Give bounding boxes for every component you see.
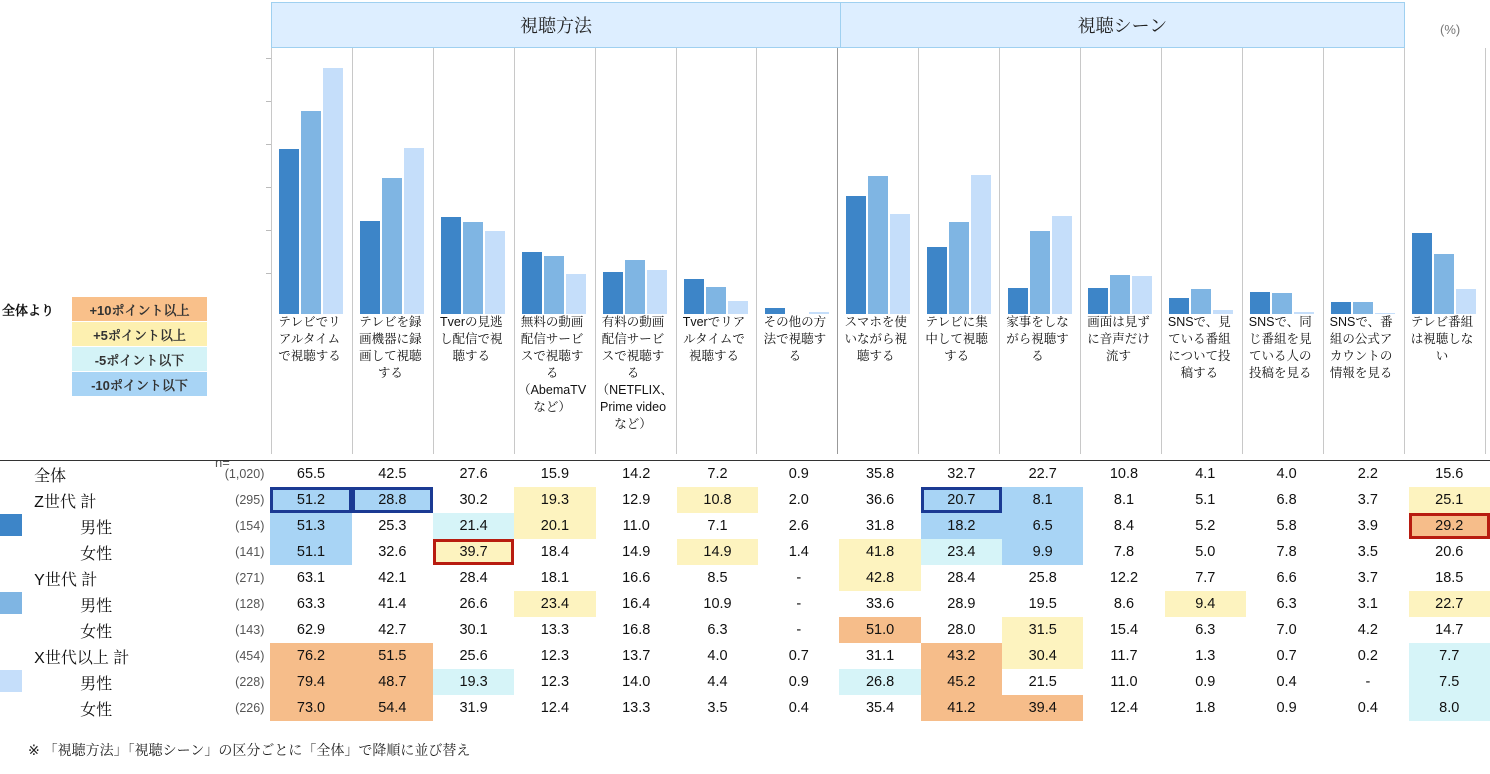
table-row [0, 513, 1490, 539]
table-cell: 0.4 [1276, 674, 1297, 690]
table-row [0, 617, 1490, 643]
bar [890, 214, 910, 314]
x-axis-label: 無料の動画配信サービスで視聴する（AbemaTVなど） [518, 315, 587, 414]
bar-group [514, 48, 595, 314]
series-swatch-cell [0, 591, 34, 617]
table-cell: 7.8 [1276, 544, 1297, 560]
table-cell: 9.9 [1002, 539, 1083, 565]
table-cell: 14.0 [622, 674, 651, 690]
percent-unit-note: (%) [1440, 22, 1461, 37]
x-axis-label: SNSで、見ている番組について投稿する [1167, 315, 1231, 380]
table-cell: 51.5 [352, 643, 433, 669]
series-swatch-cell [0, 695, 34, 721]
bar [927, 247, 947, 314]
column-divider [1404, 48, 1405, 454]
group-divider [837, 48, 838, 454]
table-cell: 22.7 [1028, 466, 1057, 482]
bar [1132, 276, 1152, 314]
table-cell: 7.1 [707, 518, 728, 534]
table-cell: 41.4 [378, 596, 407, 612]
table-cell: 14.9 [622, 544, 651, 560]
bar [625, 260, 645, 314]
x-axis-label: Tverでリアルタイムで視聴する [682, 315, 746, 363]
table-cell: 27.6 [459, 466, 488, 482]
table-cell: 6.3 [707, 622, 728, 638]
table-cell: - [1365, 674, 1371, 690]
table-cell: 3.7 [1357, 570, 1378, 586]
table-cell: 48.7 [352, 669, 433, 695]
table-cell: 0.7 [788, 648, 809, 664]
table-cell: 20.1 [514, 513, 595, 539]
bar [360, 221, 380, 314]
bar [279, 149, 299, 314]
table-row [0, 669, 1490, 695]
table-cell: 18.1 [540, 570, 570, 586]
table-cell: 21.4 [433, 513, 514, 539]
table-cell: 39.7 [433, 539, 514, 565]
bar [706, 287, 726, 314]
bar [684, 279, 704, 314]
group-header-viewing-scene [840, 2, 1405, 48]
x-axis-label: SNSで、同じ番組を見ている人の投稿を見る [1248, 315, 1312, 380]
x-axis-label: テレビを録画機器に録画して視聴する [359, 315, 422, 380]
row-label: 全体 [34, 467, 67, 485]
bar-group [918, 48, 999, 314]
legend-item-minus10: -10ポイント以下 [72, 372, 207, 396]
series-swatch-cell [0, 539, 34, 565]
table-cell: 1.3 [1195, 648, 1216, 664]
table-cell: 11.7 [1110, 648, 1138, 664]
bar [463, 222, 483, 314]
table-cell: 5.2 [1195, 518, 1216, 534]
row-sample-size: (1,020) [224, 467, 265, 481]
table-cell: 21.5 [1028, 674, 1057, 690]
table-cell: 30.2 [459, 492, 488, 508]
table-cell: 2.2 [1357, 466, 1378, 482]
table-cell: 0.9 [788, 466, 809, 482]
column-divider [1485, 48, 1486, 454]
series-swatch-cell [0, 643, 34, 669]
table-cell: 20.7 [921, 487, 1002, 513]
bar [603, 272, 623, 314]
row-label: 女性 [80, 701, 113, 719]
table-cell: - [796, 570, 802, 586]
bar [1169, 298, 1189, 314]
table-cell: 10.8 [677, 487, 758, 513]
bar-group [1323, 48, 1404, 314]
table-cell: 7.0 [1276, 622, 1297, 638]
x-axis-label: テレビに集中して視聴する [925, 315, 988, 363]
table-cell: 0.4 [788, 700, 809, 716]
table-cell: 9.4 [1165, 591, 1246, 617]
table-cell: 20.6 [1435, 544, 1464, 560]
table-cell: 15.6 [1435, 466, 1464, 482]
row-label: 女性 [80, 623, 113, 641]
bar [1456, 289, 1476, 314]
column-divider [352, 48, 353, 454]
column-divider [756, 48, 757, 454]
x-axis-label: 画面は見ずに音声だけ流す [1087, 315, 1150, 363]
table-cell: 4.4 [707, 674, 728, 690]
table-cell: 8.1 [1002, 487, 1083, 513]
column-divider [271, 48, 272, 454]
bar [1250, 292, 1270, 314]
legend-item-plus10: +10ポイント以上 [72, 297, 207, 321]
bar [868, 176, 888, 314]
column-divider [433, 48, 434, 454]
table-cell: 11.0 [1110, 674, 1138, 690]
table-cell: 8.1 [1113, 492, 1135, 508]
row-sample-size: (143) [235, 623, 265, 637]
row-label: 男性 [80, 519, 113, 537]
table-cell: 7.7 [1195, 570, 1216, 586]
table-cell: 42.1 [378, 570, 407, 586]
bar-group [271, 48, 352, 314]
table-cell: 25.3 [378, 518, 407, 534]
table-row [0, 591, 1490, 617]
group-header-viewing-scene-label: 視聴シーン [1077, 16, 1168, 36]
table-row [0, 539, 1490, 565]
column-divider [676, 48, 677, 454]
bar [846, 196, 866, 314]
table-cell: 31.9 [459, 700, 488, 716]
table-cell: 25.1 [1409, 487, 1490, 513]
row-label: 男性 [80, 597, 113, 615]
table-cell: 63.1 [296, 570, 326, 586]
table-row [0, 565, 1490, 591]
table-cell: 13.3 [540, 622, 570, 638]
bar [544, 256, 564, 314]
x-axis-label: その他の方法で視聴する [763, 315, 827, 363]
bar [441, 217, 461, 314]
legend-item-plus5: +5ポイント以上 [72, 322, 207, 346]
table-cell: 13.7 [622, 648, 651, 664]
row-label: Z世代 計 [34, 493, 97, 511]
legend-item-minus5: -5ポイント以下 [72, 347, 207, 371]
table-row [0, 695, 1490, 721]
x-axis-label: 有料の動画配信サービスで視聴する（NETFLIX、Prime videoなど） [596, 315, 673, 431]
table-cell: 62.9 [296, 622, 326, 638]
table-cell: 35.8 [865, 466, 895, 482]
table-cell: 26.6 [459, 596, 488, 612]
series-swatch [0, 670, 22, 692]
table-cell: 5.8 [1276, 518, 1297, 534]
x-axis-label: 家事をしながら視聴する [1006, 315, 1069, 363]
table-row [0, 487, 1490, 513]
table-cell: 14.7 [1435, 622, 1464, 638]
table-cell: 28.4 [459, 570, 488, 586]
table-cell: 42.8 [839, 565, 920, 591]
bar-group [1242, 48, 1323, 314]
table-cell: 16.4 [622, 596, 651, 612]
bar [382, 178, 402, 314]
table-cell: 2.6 [788, 518, 809, 534]
table-cell: 42.5 [378, 466, 407, 482]
column-divider [1161, 48, 1162, 454]
table-cell: 14.9 [677, 539, 758, 565]
table-cell: 23.4 [921, 539, 1002, 565]
table-cell: 12.4 [1109, 700, 1139, 716]
table-cell: 15.9 [540, 466, 570, 482]
table-cell: - [796, 622, 802, 638]
bar-group [1161, 48, 1242, 314]
table-cell: 25.6 [459, 648, 488, 664]
table-cell: 5.0 [1195, 544, 1216, 560]
bar [1331, 302, 1351, 314]
table-cell: 15.4 [1109, 622, 1139, 638]
bar [971, 175, 991, 314]
table-cell: 73.0 [270, 695, 351, 721]
table-row [0, 461, 1490, 488]
table-cell: 65.5 [296, 466, 326, 482]
table-cell: 28.0 [947, 622, 976, 638]
table-cell: 8.5 [707, 570, 728, 586]
bar [566, 274, 586, 314]
table-cell: 28.8 [352, 487, 433, 513]
x-axis-labels [271, 314, 1484, 454]
table-cell: 0.9 [788, 674, 809, 690]
x-axis-label: Tverの見逃し配信で視聴する [439, 315, 503, 363]
bar-chart-plot [271, 48, 1484, 314]
row-label: 女性 [80, 545, 113, 563]
bar [1353, 302, 1373, 314]
table-cell: - [796, 596, 802, 612]
table-cell: 28.4 [947, 570, 976, 586]
row-sample-size: (141) [235, 545, 265, 559]
bar [1030, 231, 1050, 314]
row-sample-size: (154) [235, 519, 265, 533]
table-cell: 18.2 [921, 513, 1002, 539]
table-cell: 23.4 [514, 591, 595, 617]
table-cell: 31.5 [1002, 617, 1083, 643]
table-cell: 7.5 [1409, 669, 1490, 695]
table-cell: 12.4 [540, 700, 570, 716]
table-cell: 19.3 [433, 669, 514, 695]
table-cell: 33.6 [865, 596, 895, 612]
table-cell: 51.2 [270, 487, 351, 513]
bar [1008, 288, 1028, 314]
bar [647, 270, 667, 314]
bar [1434, 254, 1454, 314]
bar [301, 111, 321, 314]
row-sample-size: (454) [235, 649, 265, 663]
table-cell: 4.0 [1276, 466, 1297, 482]
row-label: X世代以上 計 [34, 649, 130, 667]
table-cell: 4.2 [1357, 622, 1378, 638]
x-axis-label: スマホを使いながら視聴する [844, 315, 907, 363]
table-cell: 31.8 [865, 518, 895, 534]
values-table [0, 452, 1490, 721]
table-cell: 30.1 [459, 622, 488, 638]
bar [1052, 216, 1072, 314]
table-cell: 6.8 [1276, 492, 1297, 508]
table-row [0, 643, 1490, 669]
column-divider [1242, 48, 1243, 454]
series-swatch [0, 514, 22, 536]
table-cell: 0.4 [1357, 700, 1378, 716]
group-header-viewing-method [271, 2, 841, 48]
data-table [0, 452, 1490, 721]
series-swatch-cell [0, 669, 34, 695]
bar [1088, 288, 1108, 314]
table-cell: 0.7 [1276, 648, 1297, 664]
table-cell: 1.4 [788, 544, 809, 560]
table-cell: 36.6 [865, 492, 895, 508]
bar-group [1404, 48, 1485, 314]
column-divider [595, 48, 596, 454]
table-cell: 6.5 [1002, 513, 1083, 539]
table-cell: 6.3 [1195, 622, 1216, 638]
row-sample-size: (226) [235, 701, 265, 715]
bar [1272, 293, 1292, 314]
row-label: Y世代 計 [34, 571, 98, 589]
bar-group [595, 48, 676, 314]
bar [728, 301, 748, 314]
bar [949, 222, 969, 314]
table-cell: 28.9 [947, 596, 976, 612]
series-swatch-cell [0, 617, 34, 643]
table-top-rule [0, 452, 1490, 461]
table-cell: 41.2 [921, 695, 1002, 721]
table-cell: 18.4 [540, 544, 570, 560]
column-divider [999, 48, 1000, 454]
table-cell: 63.3 [296, 596, 326, 612]
row-sample-size: (228) [235, 675, 265, 689]
table-cell: 29.2 [1409, 513, 1490, 539]
table-cell: 4.1 [1195, 466, 1216, 482]
table-cell: 12.3 [540, 674, 570, 690]
x-axis-label: テレビ番組は視聴しない [1410, 315, 1474, 363]
row-sample-size: (271) [235, 571, 265, 585]
table-cell: 32.6 [378, 544, 407, 560]
table-cell: 12.2 [1109, 570, 1139, 586]
table-cell: 45.2 [921, 669, 1002, 695]
table-cell: 8.6 [1113, 596, 1135, 612]
table-cell: 43.2 [921, 643, 1002, 669]
table-cell: 0.9 [1195, 674, 1216, 690]
table-cell: 13.3 [622, 700, 651, 716]
column-divider [1080, 48, 1081, 454]
footnote: ※ 「視聴方法」「視聴シーン」の区分ごとに「全体」で降順に並び替え [28, 742, 471, 758]
table-cell: 41.8 [839, 539, 920, 565]
table-cell: 26.8 [839, 669, 920, 695]
table-cell: 7.8 [1113, 544, 1135, 560]
table-cell: 51.3 [270, 513, 351, 539]
table-cell: 35.4 [865, 700, 895, 716]
table-cell: 7.7 [1409, 643, 1490, 669]
table-cell: 6.3 [1276, 596, 1297, 612]
x-axis-label: SNSで、番組の公式アカウントの情報を見る [1329, 315, 1393, 380]
bar [522, 252, 542, 314]
table-cell: 79.4 [270, 669, 351, 695]
table-cell: 2.0 [788, 492, 809, 508]
bar-group [999, 48, 1080, 314]
bar-group [352, 48, 433, 314]
table-cell: 10.9 [703, 596, 732, 612]
table-cell: 6.6 [1276, 570, 1297, 586]
table-cell: 16.8 [622, 622, 651, 638]
table-cell: 39.4 [1002, 695, 1083, 721]
n-label: n= [215, 455, 230, 470]
table-cell: 3.1 [1357, 596, 1378, 612]
series-swatch-cell [0, 487, 34, 513]
series-swatch-cell [0, 513, 34, 539]
table-cell: 8.0 [1409, 695, 1490, 721]
table-cell: 19.3 [514, 487, 595, 513]
table-cell: 5.1 [1195, 492, 1216, 508]
table-cell: 42.7 [378, 622, 407, 638]
table-cell: 8.4 [1113, 518, 1135, 534]
table-cell: 76.2 [270, 643, 351, 669]
table-cell: 12.9 [622, 492, 651, 508]
table-cell: 3.5 [1357, 544, 1378, 560]
bar [323, 68, 343, 314]
legend-title: 全体より [2, 303, 55, 318]
table-cell: 3.7 [1357, 492, 1378, 508]
bar-group [756, 48, 837, 314]
table-cell: 10.8 [1109, 466, 1139, 482]
series-swatch [0, 592, 22, 614]
column-divider [918, 48, 919, 454]
table-cell: 31.1 [865, 648, 895, 664]
column-divider [514, 48, 515, 454]
table-cell: 54.4 [352, 695, 433, 721]
bar-group [676, 48, 757, 314]
table-cell: 3.5 [707, 700, 728, 716]
bar [1110, 275, 1130, 314]
table-cell: 22.7 [1409, 591, 1490, 617]
row-sample-size: (128) [235, 597, 265, 611]
bar [1412, 233, 1432, 314]
table-cell: 25.8 [1028, 570, 1057, 586]
table-cell: 51.1 [270, 539, 351, 565]
group-header-viewing-method-label: 視聴方法 [520, 16, 592, 36]
x-axis-label: テレビでリアルタイムで視聴する [278, 315, 341, 363]
table-cell: 7.2 [707, 466, 728, 482]
table-cell: 19.5 [1028, 596, 1057, 612]
row-sample-size: (295) [235, 493, 265, 507]
table-cell: 18.5 [1435, 570, 1464, 586]
table-cell: 32.7 [947, 466, 976, 482]
bar [404, 148, 424, 314]
table-cell: 0.2 [1357, 648, 1378, 664]
table-cell: 1.8 [1195, 700, 1216, 716]
table-cell: 4.0 [707, 648, 728, 664]
series-swatch-cell [0, 565, 34, 591]
table-cell: 30.4 [1002, 643, 1083, 669]
table-cell: 3.9 [1357, 518, 1378, 534]
table-cell: 51.0 [839, 617, 920, 643]
row-label: 男性 [80, 675, 113, 693]
table-cell: 11.0 [622, 518, 650, 534]
series-swatch-cell [0, 461, 34, 488]
column-divider [1323, 48, 1324, 454]
bar [1191, 289, 1211, 314]
table-cell: 12.3 [540, 648, 570, 664]
table-cell: 16.6 [622, 570, 651, 586]
bar [485, 231, 505, 314]
bar-group [433, 48, 514, 314]
bar-group [1080, 48, 1161, 314]
table-cell: 14.2 [622, 466, 651, 482]
table-cell: 0.9 [1276, 700, 1297, 716]
bar-group [837, 48, 918, 314]
